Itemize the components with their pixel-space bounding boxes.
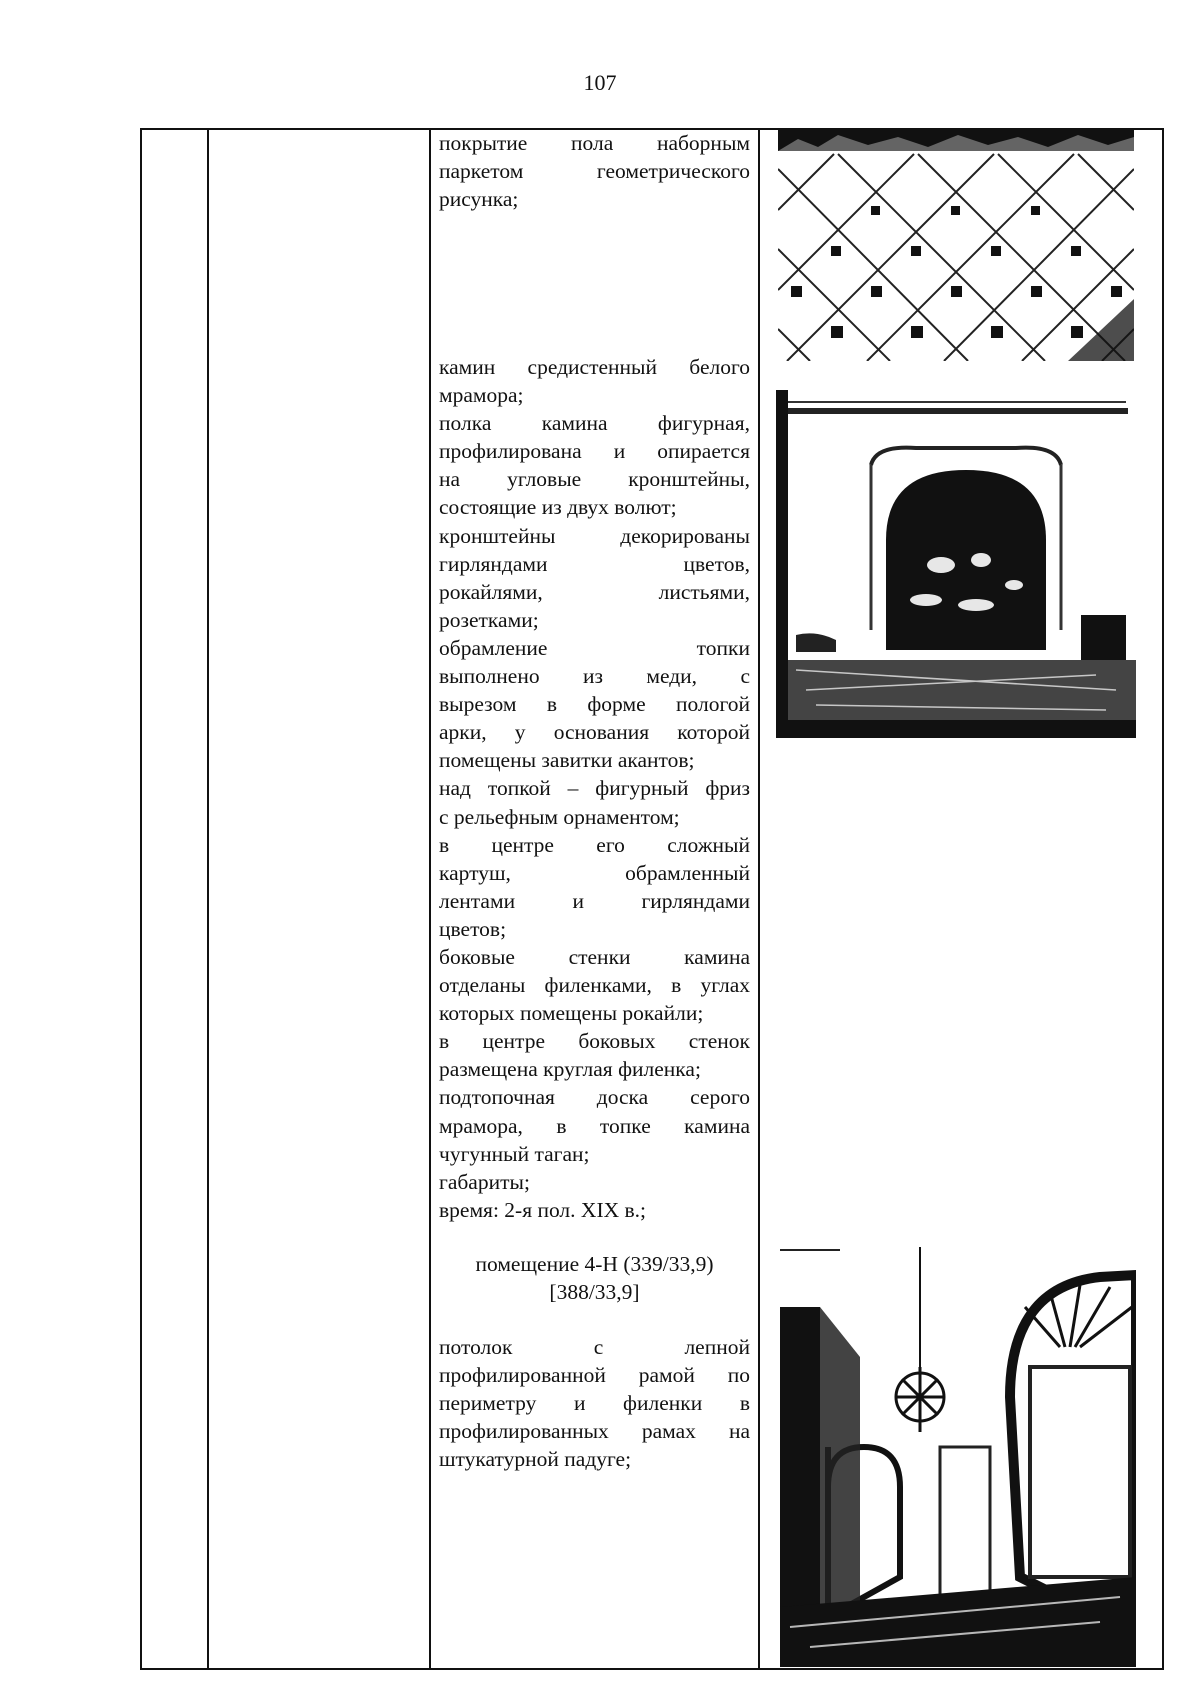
block2-line: обрамление топки bbox=[439, 635, 750, 660]
block2-line: состоящие из двух волют; bbox=[439, 495, 677, 520]
block2-line: помещены завитки акантов; bbox=[439, 748, 695, 773]
block3-line: профилированной рамой по bbox=[439, 1363, 750, 1388]
fireplace-description bbox=[439, 353, 750, 1224]
table-bottom-border bbox=[140, 1668, 1164, 1670]
block2-line: в центре его сложный bbox=[439, 832, 750, 857]
fireplace-photo bbox=[776, 390, 1136, 738]
block2-line: в центре боковых стенок bbox=[439, 1029, 750, 1054]
room-ceiling-photo bbox=[780, 1247, 1136, 1667]
room-heading-line1: помещение 4-Н (339/33,9) bbox=[475, 1252, 714, 1276]
block2-line: с рельефным орнаментом; bbox=[439, 804, 680, 829]
block1-line: паркетом геометрического bbox=[439, 159, 750, 184]
table-column-divider-3 bbox=[758, 128, 760, 1670]
block2-line: рокайлями, листьями, bbox=[439, 579, 750, 604]
table-column-divider-1 bbox=[207, 128, 209, 1670]
block3-line: потолок с лепной bbox=[439, 1335, 750, 1359]
block2-line: цветов; bbox=[439, 916, 507, 941]
table-right-border bbox=[1162, 128, 1164, 1670]
block2-line: арки, у основания которой bbox=[439, 720, 750, 745]
block2-line: габариты; bbox=[439, 1169, 530, 1194]
block1-line: покрытие пола наборным bbox=[439, 131, 750, 155]
block2-line: время: 2-я пол. XIX в.; bbox=[439, 1197, 647, 1222]
block3-line: профилированных рамах на bbox=[439, 1419, 750, 1444]
block2-line: мрамора; bbox=[439, 383, 524, 408]
page-number: 107 bbox=[583, 70, 617, 95]
block2-line: боковые стенки камина bbox=[439, 944, 750, 969]
room-heading bbox=[439, 1250, 750, 1306]
block2-line: на угловые кронштейны, bbox=[439, 467, 750, 492]
table-left-border bbox=[140, 128, 142, 1670]
block2-line: чугунный таган; bbox=[439, 1141, 590, 1166]
block2-line: гирляндами цветов, bbox=[439, 551, 750, 576]
block2-line: отделаны филенками, в углах bbox=[439, 973, 750, 998]
block3-line: штукатурной падуге; bbox=[439, 1447, 632, 1472]
block2-line: кронштейны декорированы bbox=[439, 523, 750, 548]
block2-line: выполнено из меди, с bbox=[439, 664, 750, 689]
ceiling-description bbox=[439, 1333, 750, 1473]
block2-line: розетками; bbox=[439, 607, 539, 632]
room-heading-line2: [388/33,9] bbox=[549, 1280, 640, 1304]
block2-line: размещена круглая филенка; bbox=[439, 1057, 701, 1082]
block2-line: подтопочная доска серого bbox=[439, 1085, 750, 1110]
block2-line: камин средистенный белого bbox=[439, 355, 750, 379]
block2-line: над топкой – фигурный фриз bbox=[439, 776, 750, 801]
block3-line: периметру и филенки в bbox=[439, 1391, 750, 1416]
block2-line: вырезом в форме пологой bbox=[439, 692, 750, 717]
block1-line: рисунка; bbox=[439, 187, 519, 212]
parquet-floor-photo bbox=[778, 129, 1134, 361]
block2-line: лентами и гирляндами bbox=[439, 888, 750, 913]
block2-line: которых помещены рокайли; bbox=[439, 1001, 704, 1026]
block2-line: мрамора, в топке камина bbox=[439, 1113, 750, 1138]
parquet-floor-description bbox=[439, 129, 750, 213]
block2-line: полка камина фигурная, bbox=[439, 411, 750, 436]
block2-line: картуш, обрамленный bbox=[439, 860, 750, 885]
table-column-divider-2 bbox=[429, 128, 431, 1670]
block2-line: профилирована и опирается bbox=[439, 439, 750, 464]
